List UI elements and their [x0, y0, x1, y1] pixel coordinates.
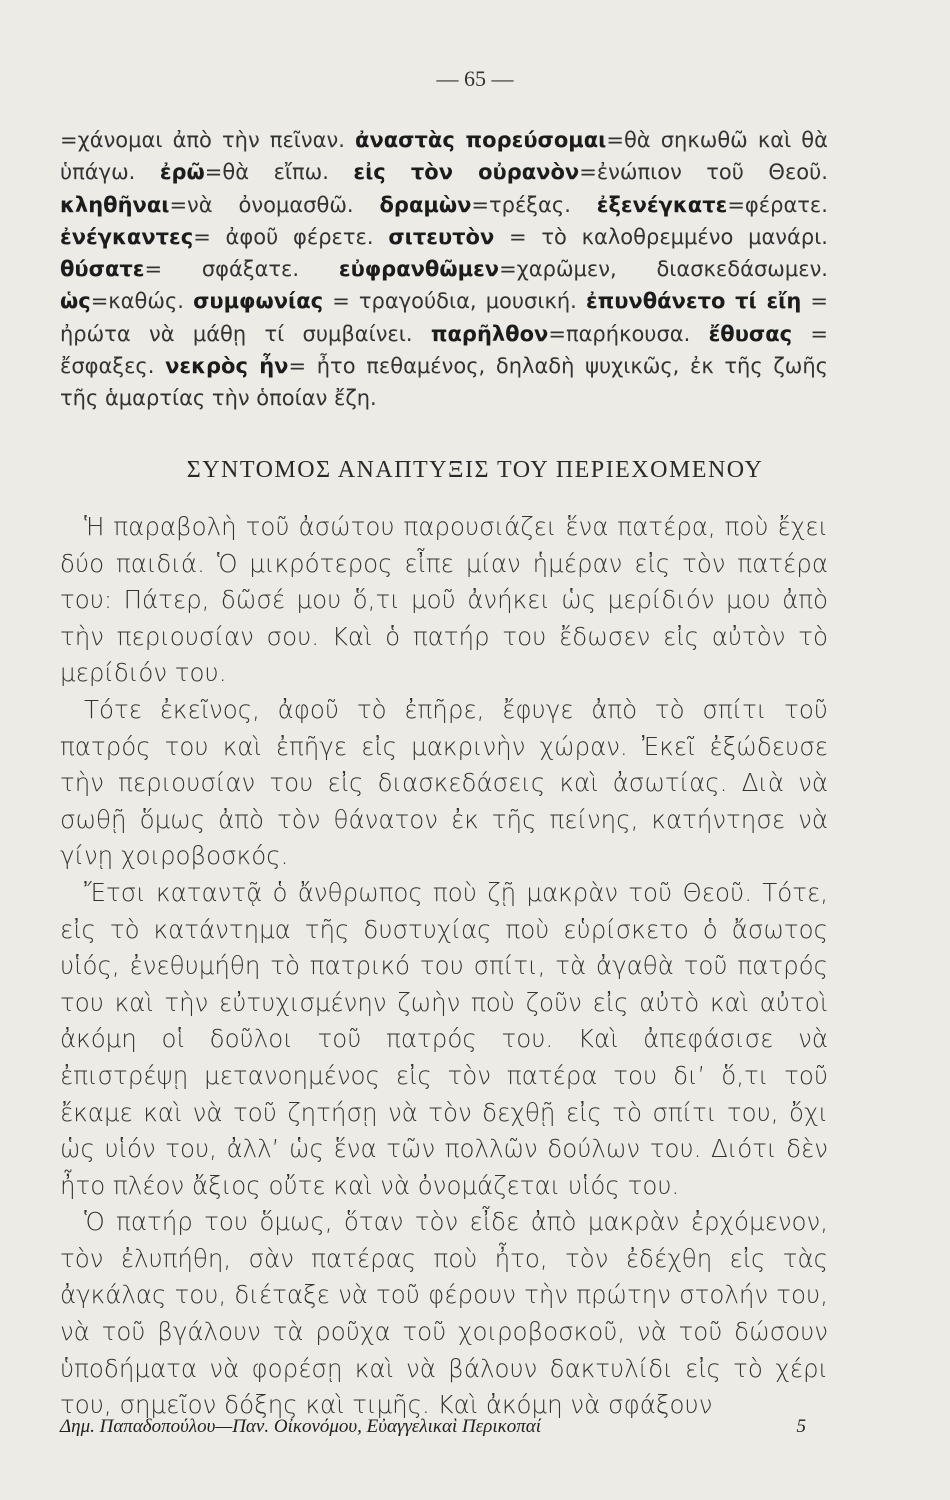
glossary — [60, 124, 828, 415]
glossary-term: νεκρὸς ἦν — [165, 354, 289, 379]
glossary-term: δραμὼν — [379, 192, 472, 217]
glossary-term: ἐπυνθάνετο τί εἴη — [585, 289, 802, 314]
glossary-definition: = ἦτο πεθαμένος, δηλαδὴ ψυχικῶς, ἐκ τῆς ζωῆς τῆς ἁμαρτίας τὴν ὁποίαν ἔζη. — [60, 354, 828, 411]
summary-paragraph: Ὁ πατήρ του ὅμως, ὅταν τὸν εἶδε ἀπὸ μακρὰν ἐρχόμενον, τὸν ἐλυπήθη, σὰν πατέρας ποὺ ἦτο, τὸν ἐδέχθη εἰς τὰς ἀγκάλας του, διέταξε νὰ τοῦ φέρουν τὴν πρώτην στολήν του, νὰ τοῦ βγάλουν τὰ ροῦχα τοῦ χοιροβοσκοῦ, νὰ τοῦ δώσουν ὑποδήματα νὰ φορέσῃ καὶ νὰ βάλουν δακτυλίδι εἰς τὸ χέρι του, σημεῖον δόξης καὶ τιμῆς. Καὶ ἀκόμη νὰ σφάξουν — [60, 1207, 828, 1420]
glossary-definition: =καθώς. — [90, 289, 184, 314]
glossary-definition: =παρήκουσα. — [548, 321, 691, 346]
glossary-term: κληθῆναι — [60, 192, 170, 217]
glossary-definition: =θὰ εἴπω. — [204, 160, 329, 185]
glossary-term: θύσατε — [60, 257, 145, 282]
glossary-definition: =χαρῶμεν, διασκεδάσωμεν. — [499, 257, 828, 282]
glossary-definition: =φέρατε. — [727, 192, 828, 217]
glossary-definition: = τραγούδια, μουσική. — [323, 289, 577, 314]
glossary-term: ὡς — [60, 289, 91, 314]
footer-book-title: Δημ. Παπαδοπούλου—Παν. Οἰκονόμου, Εὐαγγελικαὶ Περικοπαί — [60, 1416, 542, 1437]
summary-paragraph: Τότε ἐκεῖνος, ἀφοῦ τὸ ἐπῆρε, ἔφυγε ἀπὸ τὸ σπίτι τοῦ πατρός του καὶ ἐπῆγε εἰς μακρινὴν χώραν. Ἐκεῖ ἐξώδευσε τὴν περιουσίαν του εἰς διασκεδάσεις καὶ ἀσωτίας. Διὰ νὰ σωθῇ ὅμως ἀπὸ τὸν θάνατον ἐκ τῆς πείνης, κατήντησε νὰ γίνῃ χοιροβοσκός. — [60, 694, 828, 871]
glossary-definition: =νὰ ὀνομασθῶ. — [169, 192, 354, 217]
glossary-term: συμφωνίας — [193, 289, 324, 314]
glossary-term: εἰς τὸν οὐρανὸν — [353, 160, 580, 185]
glossary-definition: = ἀφοῦ φέρετε. — [193, 224, 374, 249]
glossary-term: ἐνέγκαντες — [60, 224, 194, 249]
footer-signature-mark: 5 — [796, 1416, 806, 1437]
summary-text — [60, 509, 828, 1424]
section-heading: ΣΥΝΤΟΜΟΣ ΑΝΑΠΤΥΞΙΣ ΤΟΥ ΠΕΡΙΕΧΟΜΕΝΟΥ — [186, 457, 764, 483]
glossary-definition: =τρέξας. — [471, 192, 571, 217]
glossary-definition: =θὰ σηκωθῶ καὶ θὰ ὑπάγω. — [60, 128, 828, 185]
glossary-term: παρῆλθον — [430, 321, 549, 346]
glossary-term: ἀναστὰς πορεύσομαι — [355, 128, 607, 152]
summary-paragraph: Ἔτσι καταντᾷ ὁ ἄνθρωπος ποὺ ζῇ μακρὰν τοῦ Θεοῦ. Τότε, εἰς τὸ κατάντημα τῆς δυστυχίας ποὺ εὑρίσκετο ὁ ἄσωτος υἱός, ἐνεθυμήθη τὸ πατρικό του σπίτι, τὰ ἀγαθὰ τοῦ πατρός του καὶ τὴν εὐτυχισμένην ζωὴν ποὺ ζοῦν εἰς αὐτὸ καὶ αὐτοὶ ἀκόμη οἱ δοῦλοι τοῦ πατρός του. Καὶ ἀπεφάσισε νὰ ἐπιστρέψῃ μετανοημένος εἰς τὸν πατέρα του δι’ ὅ,τι τοῦ ἔκαμε καὶ νὰ τοῦ ζητήσῃ νὰ τὸν δεχθῇ εἰς τὸ σπίτι του, ὄχι ὡς υἱόν του, ἀλλ’ ὡς ἕνα τῶν πολλῶν δούλων του. Διότι δὲν ἦτο πλέον ἄξιος οὔτε καὶ νὰ ὀνομάζεται υἱός του. — [60, 877, 828, 1200]
glossary-term: ἐρῶ — [159, 160, 205, 185]
glossary-definition: = ἔσφαξες. — [60, 321, 828, 379]
glossary-definition: =ἐνώπιον τοῦ Θεοῦ. — [579, 160, 828, 185]
glossary-definition: = τὸ καλοθρεμμένο μανάρι. — [494, 224, 828, 249]
page-number: — 65 — — [436, 66, 514, 91]
glossary-definition: =χάνομαι ἀπὸ τὴν πεῖναν. — [60, 128, 345, 152]
glossary-term: εὐφρανθῶμεν — [338, 257, 500, 282]
summary-paragraph: Ἡ παραβολὴ τοῦ ἀσώτου παρουσιάζει ἕνα πατέρα, ποὺ ἔχει δύο παιδιά. Ὁ μικρότερος εἶπε μίαν ἡμέραν εἰς τὸν πατέρα του: Πάτερ, δῶσέ μου ὅ,τι μοῦ ἀνήκει ὡς μερίδιόν μου ἀπὸ τὴν περιουσίαν σου. Καὶ ὁ πατήρ του ἔδωσεν εἰς αὐτὸν τὸ μερίδιόν του. — [60, 512, 828, 688]
glossary-term: ἐξενέγκατε — [596, 192, 728, 217]
glossary-term: ἔθυσας — [708, 321, 793, 346]
glossary-definition: = ἠρώτα νὰ μάθῃ τί συμβαίνει. — [60, 289, 828, 346]
glossary-definition: = σφάξατε. — [144, 257, 300, 282]
glossary-term: σιτευτὸν — [388, 224, 495, 249]
